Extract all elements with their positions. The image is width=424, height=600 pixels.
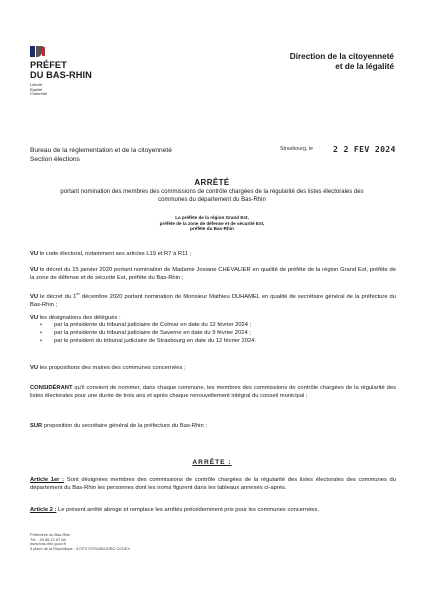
vu-superscript: er <box>76 291 80 296</box>
decree-subtitle: portant nomination des membres des commissions de contrôle chargées de la régularité des listes électorales des communes du département du Bas-Rhin <box>60 189 364 203</box>
direction-line-2: et de la légalité <box>335 62 394 72</box>
motto-egalite: Égalité <box>30 86 43 92</box>
bureau-block <box>30 147 172 164</box>
footer-line-4: 5 place de la République - 67073 STRASBOURG CEDEX <box>30 545 130 551</box>
vu-paragraph-5 <box>30 364 396 372</box>
list-item <box>40 330 396 338</box>
vu-lead: VU <box>30 315 39 321</box>
vu-paragraph-1 <box>30 250 396 258</box>
prefet-line-2: DU BAS-RHIN <box>30 70 92 80</box>
bureau-line-1: Bureau de la réglementation et de la citoyenneté <box>30 147 172 154</box>
article-1-lead: Article 1er : <box>30 477 65 483</box>
article-1-text: Sont désignées membres des commissions de contrôle chargées de la régularité des listes électorales des communes du département du Bas-Rhin les personnes dont les noms figurent dans les tableaux annexés ci-après. <box>30 477 397 492</box>
date-place: Strasbourg, le <box>280 146 313 152</box>
list-item-text: par le président du tribunal judiciaire de Strasbourg en date du 12 février 2024. <box>54 337 257 344</box>
republic-motto <box>30 83 47 97</box>
signatory-block <box>100 215 324 232</box>
date-stamp: 2 2 FEV 2024 <box>333 144 396 154</box>
footer-line-3: www.bas-rhin.gouv.fr <box>30 541 67 547</box>
vu-lead: VU <box>30 251 39 257</box>
prefet-line-1: PRÉFET <box>30 60 67 70</box>
considerant-lead: CONSIDÉRANT <box>30 385 73 391</box>
article-2-lead: Article 2 : <box>30 507 57 513</box>
footer-line-2: Tél. : 03 88 21 67 68 <box>30 536 66 542</box>
vu-paragraph-3 <box>30 290 396 309</box>
bullet-icon: • <box>40 337 43 344</box>
footer-line-1: Préfecture du Bas-Rhin <box>30 532 71 537</box>
signatory-line-3: préfète du Bas-Rhin <box>190 226 234 232</box>
decree-title: ARRÊTÉ <box>194 178 230 187</box>
vu-text: le code électoral, notamment ses articles L19 et R7 à R11 ; <box>38 251 192 257</box>
considerant-text: qu'il convient de nommer, dans chaque commune, les membres des commissions de contrôle chargées de la régularité des listes électorales pour une durée de trois ans et après chaque renouvellement intégral du conseil municipal ; <box>30 385 396 400</box>
direction-line-1: Direction de la citoyenneté <box>289 52 394 61</box>
vu-text-a: le décret du 1 <box>38 293 77 300</box>
marianne-logo-icon <box>30 44 46 58</box>
considerant-paragraph <box>30 384 396 400</box>
vu-lead: VU <box>30 365 39 371</box>
delegates-list <box>40 322 396 346</box>
vu-paragraph-4 <box>30 314 396 322</box>
sur-lead: SUR <box>30 423 43 429</box>
footer-address <box>30 533 130 551</box>
bullet-icon: • <box>40 329 43 336</box>
list-item <box>40 338 396 346</box>
list-item <box>40 322 396 330</box>
article-2 <box>30 506 396 514</box>
vu-text-b: décembre 2020 portant nomination de Monsieur Mathieu DUHAMEL en qualité de secrétaire général de la préfecture du Bas-Rhin ; <box>30 293 396 309</box>
signatory-line-1: La préfète de la région Grand Est, <box>175 215 249 220</box>
vu-lead: VU <box>30 293 39 300</box>
signatory-line-2: préfète de la zone de défense et de sécurité Est, <box>159 220 265 226</box>
motto-fraternite: Fraternité <box>30 91 48 97</box>
vu-text: les propositions des maires des communes concernées ; <box>38 365 186 371</box>
motto-liberte: Liberté <box>30 82 43 87</box>
vu-text: les désignations des délégués : <box>38 315 121 321</box>
vu-text: le décret du 15 janvier 2020 portant nomination de Madame Josiane CHEVALIER en qualité de préfète de la région Grand Est, préfète de la zone de défense et de sécurité Est, préfète du Bas-Rhin ; <box>30 267 396 282</box>
article-2-text: Le présent arrêté abroge et remplace les arrêtés précédemment pris pour les communes concernées. <box>56 507 320 513</box>
prefet-title <box>30 60 92 80</box>
sur-paragraph <box>30 422 396 430</box>
sur-text: proposition du secrétaire général de la préfecture du Bas-Rhin ; <box>42 423 207 429</box>
vu-lead: VU <box>30 267 39 273</box>
list-item-text: par la présidente du tribunal judiciaire de Saverne en date du 9 février 2024 ; <box>54 329 251 336</box>
article-1 <box>30 476 396 492</box>
arrete-heading: ARRÊTE : <box>192 459 232 466</box>
list-item-text: par la présidente du tribunal judiciaire de Colmar en date du 12 février 2024 ; <box>54 322 252 328</box>
vu-paragraph-2 <box>30 266 396 282</box>
bureau-line-2: Section élections <box>30 155 80 163</box>
direction-heading <box>290 52 394 72</box>
bullet-icon: • <box>40 322 43 328</box>
